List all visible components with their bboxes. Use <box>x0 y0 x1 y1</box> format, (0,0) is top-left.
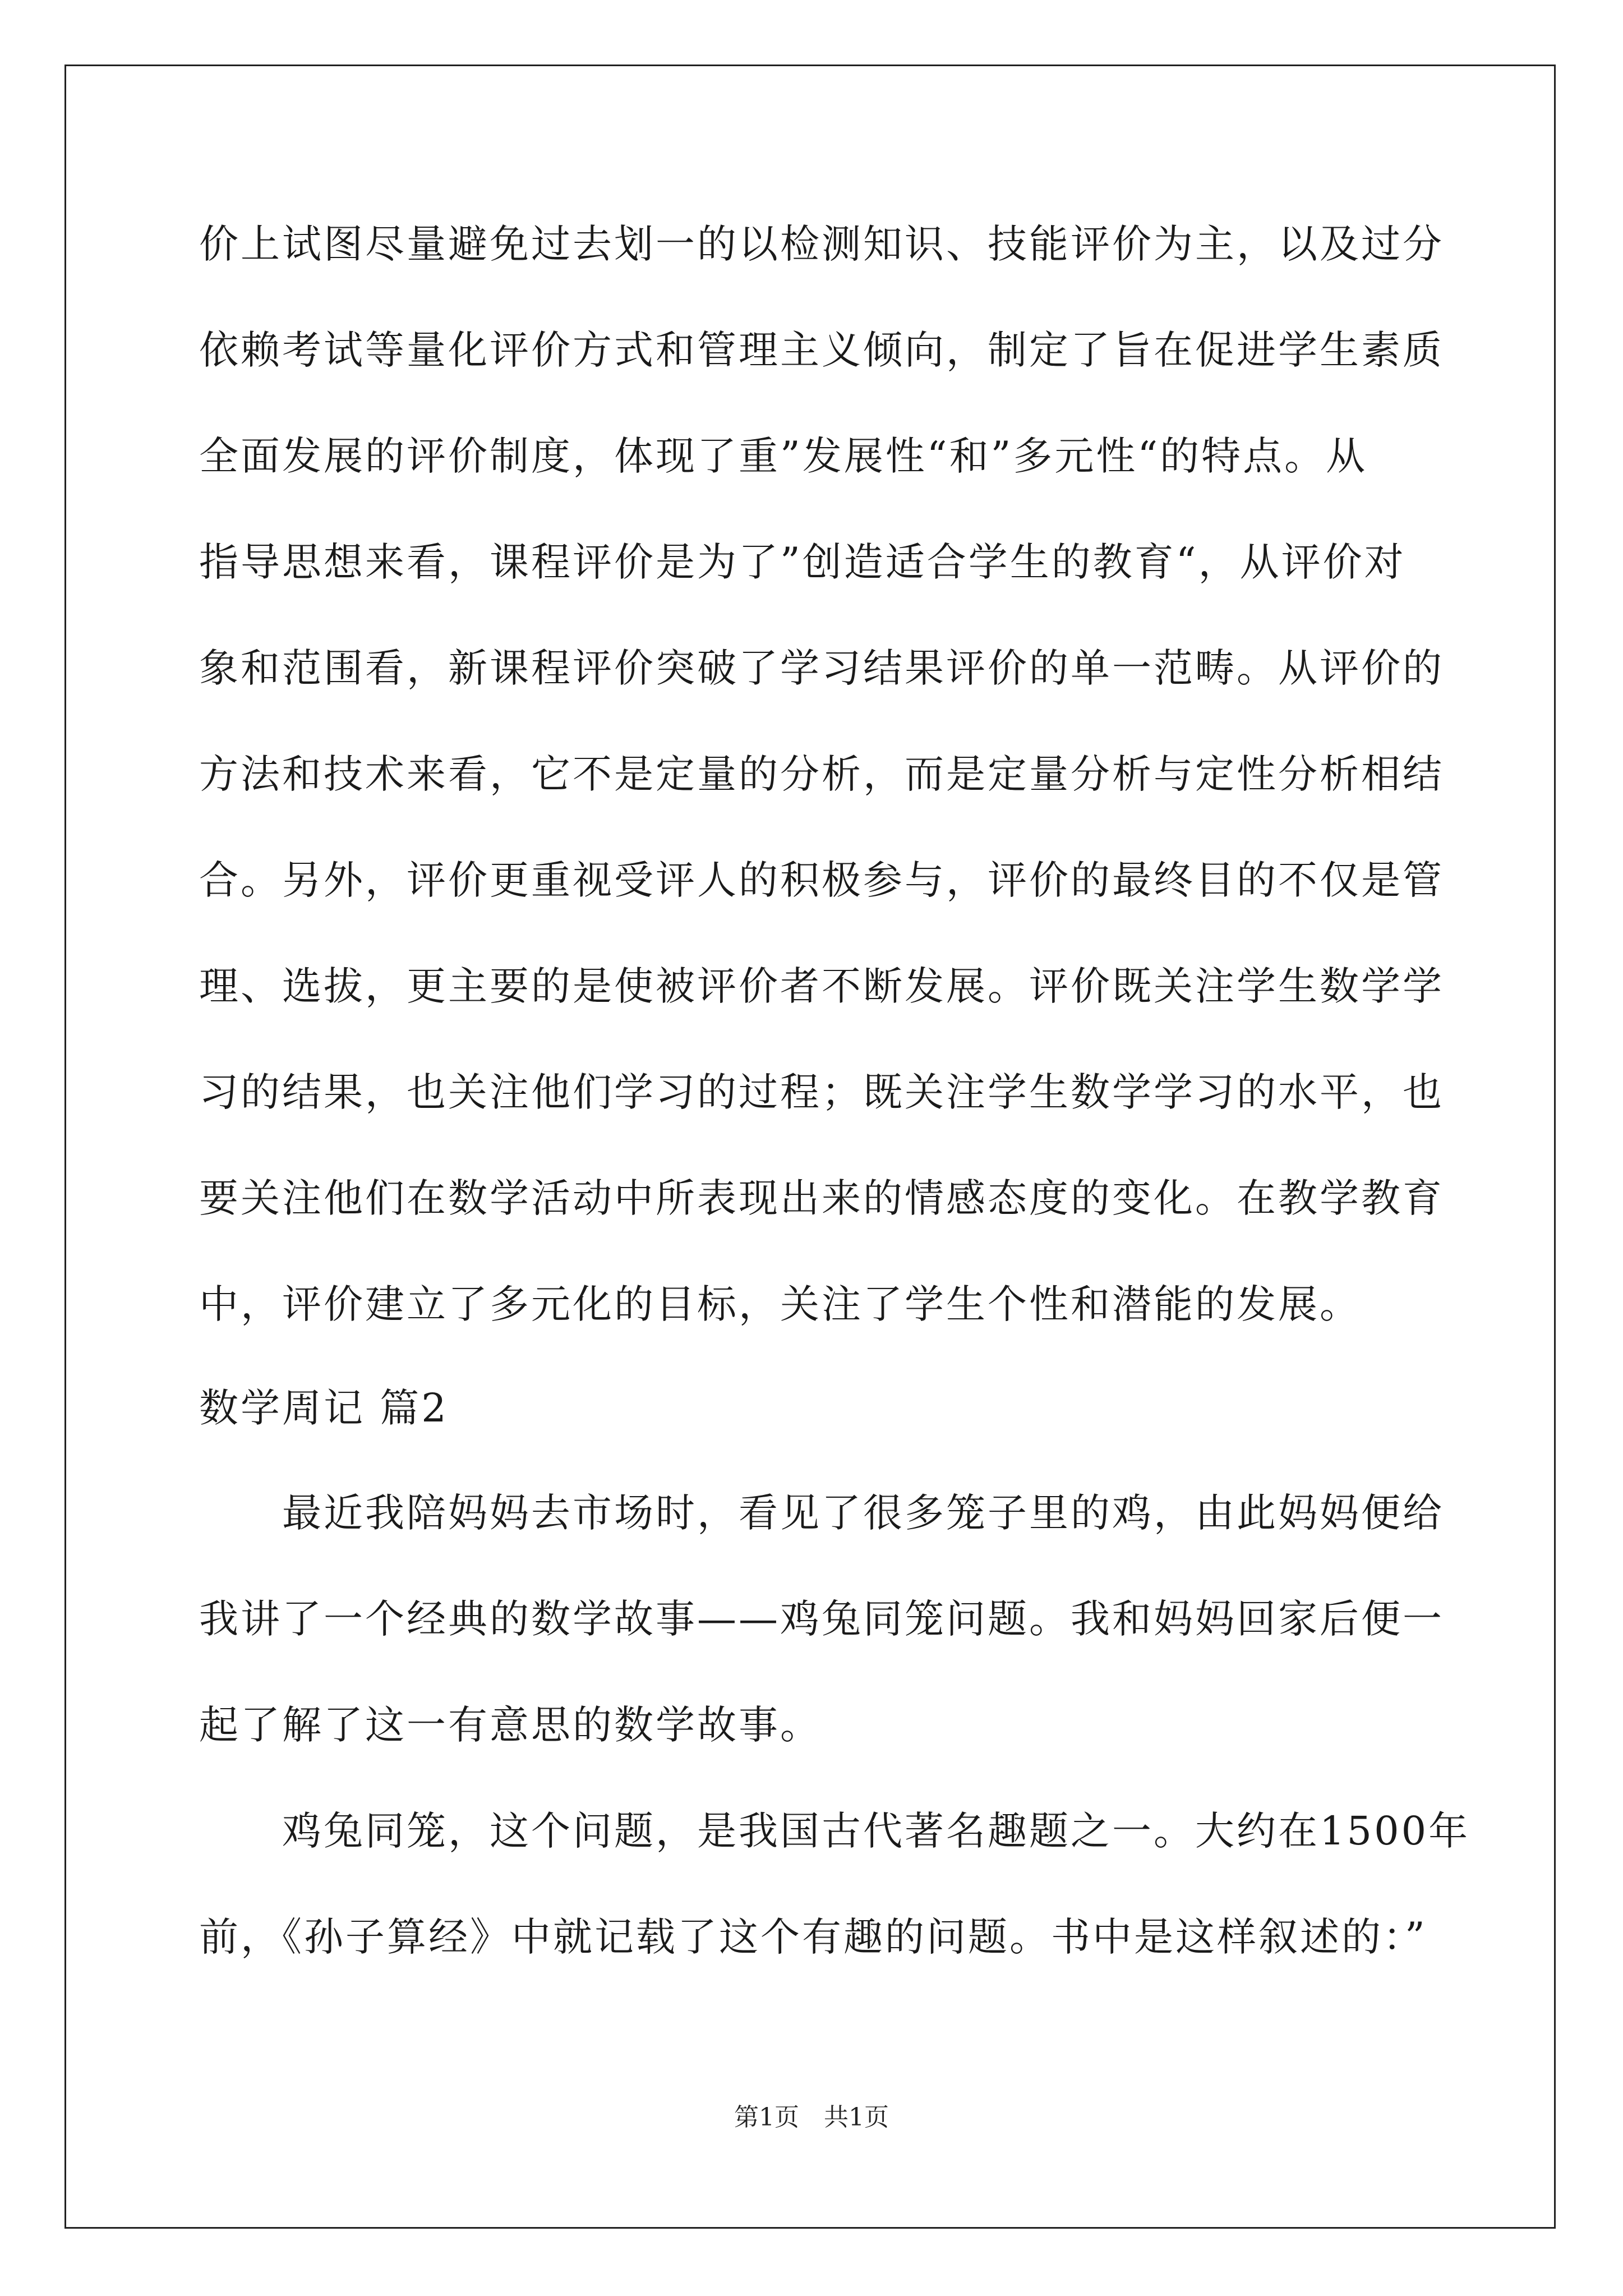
paragraph-line: 起了解了这一有意思的数学故事。 <box>199 1702 822 1748</box>
paragraph-line: 合。另外，评价更重视受评人的积极参与，评价的最终目的不仅是管 <box>199 857 1444 903</box>
paragraph-line: 要关注他们在数学活动中所表现出来的情感态度的变化。在教学教育 <box>199 1175 1444 1221</box>
paragraph-line: 全面发展的评价制度，体现了重”发展性“和”多元性“的特点。从 <box>199 433 1368 479</box>
paragraph-line: 鸡兔同笼，这个问题，是我国古代著名趣题之一。大约在1500年 <box>199 1808 1470 1854</box>
paragraph-line: 指导思想来看，课程评价是为了”创造适合学生的教育“，从评价对 <box>199 539 1406 585</box>
paragraph-line: 方法和技术来看，它不是定量的分析，而是定量分析与定性分析相结 <box>199 751 1444 797</box>
section-heading: 数学周记 篇2 <box>199 1385 449 1431</box>
paragraph-line: 习的结果，也关注他们学习的过程；既关注学生数学学习的水平，也 <box>199 1069 1444 1115</box>
paragraph-line: 价上试图尽量避免过去划一的以检测知识、技能评价为主，以及过分 <box>199 221 1444 267</box>
page-number-footer: 第1页 共1页 <box>734 2103 889 2132</box>
paragraph-line: 中，评价建立了多元化的目标，关注了学生个性和潜能的发展。 <box>199 1281 1361 1327</box>
paragraph-line: 我讲了一个经典的数学故事——鸡兔同笼问题。我和妈妈回家后便一 <box>199 1596 1444 1642</box>
page-border <box>64 65 1556 2229</box>
paragraph-line: 理、选拔，更主要的是使被评价者不断发展。评价既关注学生数学学 <box>199 963 1444 1009</box>
paragraph-line: 前，《孙子算经》中就记载了这个有趣的问题。书中是这样叙述的：” <box>199 1914 1427 1960</box>
paragraph-line: 象和范围看，新课程评价突破了学习结果评价的单一范畴。从评价的 <box>199 645 1444 691</box>
paragraph-line: 最近我陪妈妈去市场时，看见了很多笼子里的鸡，由此妈妈便给 <box>199 1490 1444 1536</box>
paragraph-line: 依赖考试等量化评价方式和管理主义倾向，制定了旨在促进学生素质 <box>199 327 1444 373</box>
